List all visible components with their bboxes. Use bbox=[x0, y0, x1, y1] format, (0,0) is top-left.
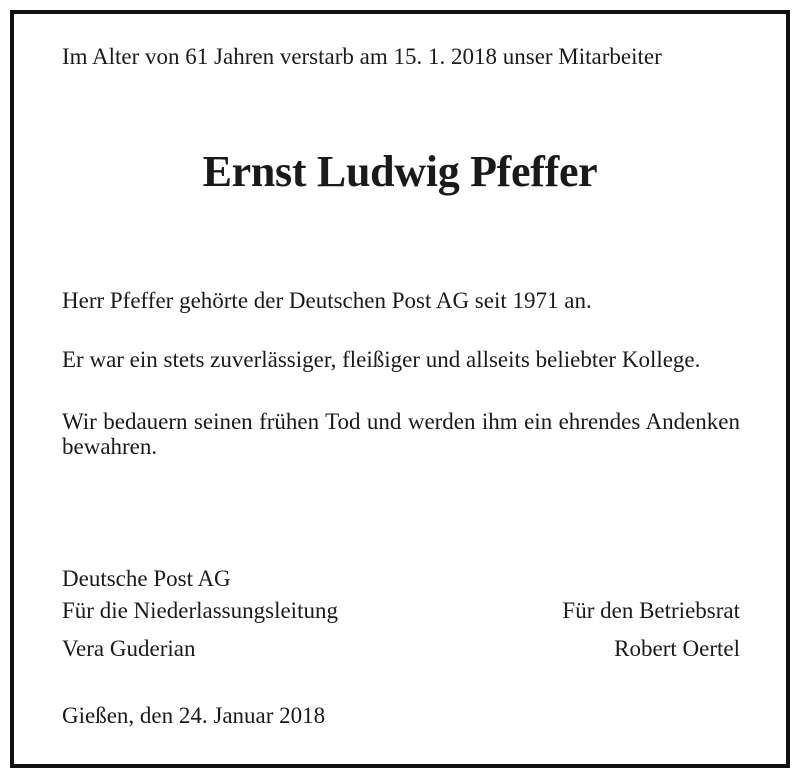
paragraph-condolence: Wir bedauern seinen frühen Tod und werden ihm ein ehrendes Andenken bewahren. bbox=[62, 409, 740, 459]
place-and-date: Gießen, den 24. Januar 2018 bbox=[62, 703, 326, 728]
signatory-right-role: Für den Betriebsrat bbox=[562, 598, 740, 623]
deceased-name: Ernst Ludwig Pfeffer bbox=[202, 147, 598, 196]
paragraph-character: Er war ein stets zuverlässiger, fleißiger und allseits beliebter Kollege. bbox=[62, 347, 701, 372]
organization-name: Deutsche Post AG bbox=[62, 566, 231, 591]
signatory-left-name: Vera Guderian bbox=[62, 636, 196, 661]
signatory-left-role: Für die Niederlassungsleitung bbox=[62, 598, 338, 623]
paragraph-employment: Herr Pfeffer gehörte der Deutschen Post AG seit 1971 an. bbox=[62, 288, 592, 313]
intro-text: Im Alter von 61 Jahren verstarb am 15. 1. 2018 unser Mitarbeiter bbox=[62, 44, 662, 69]
signatory-right-name: Robert Oertel bbox=[614, 636, 740, 661]
